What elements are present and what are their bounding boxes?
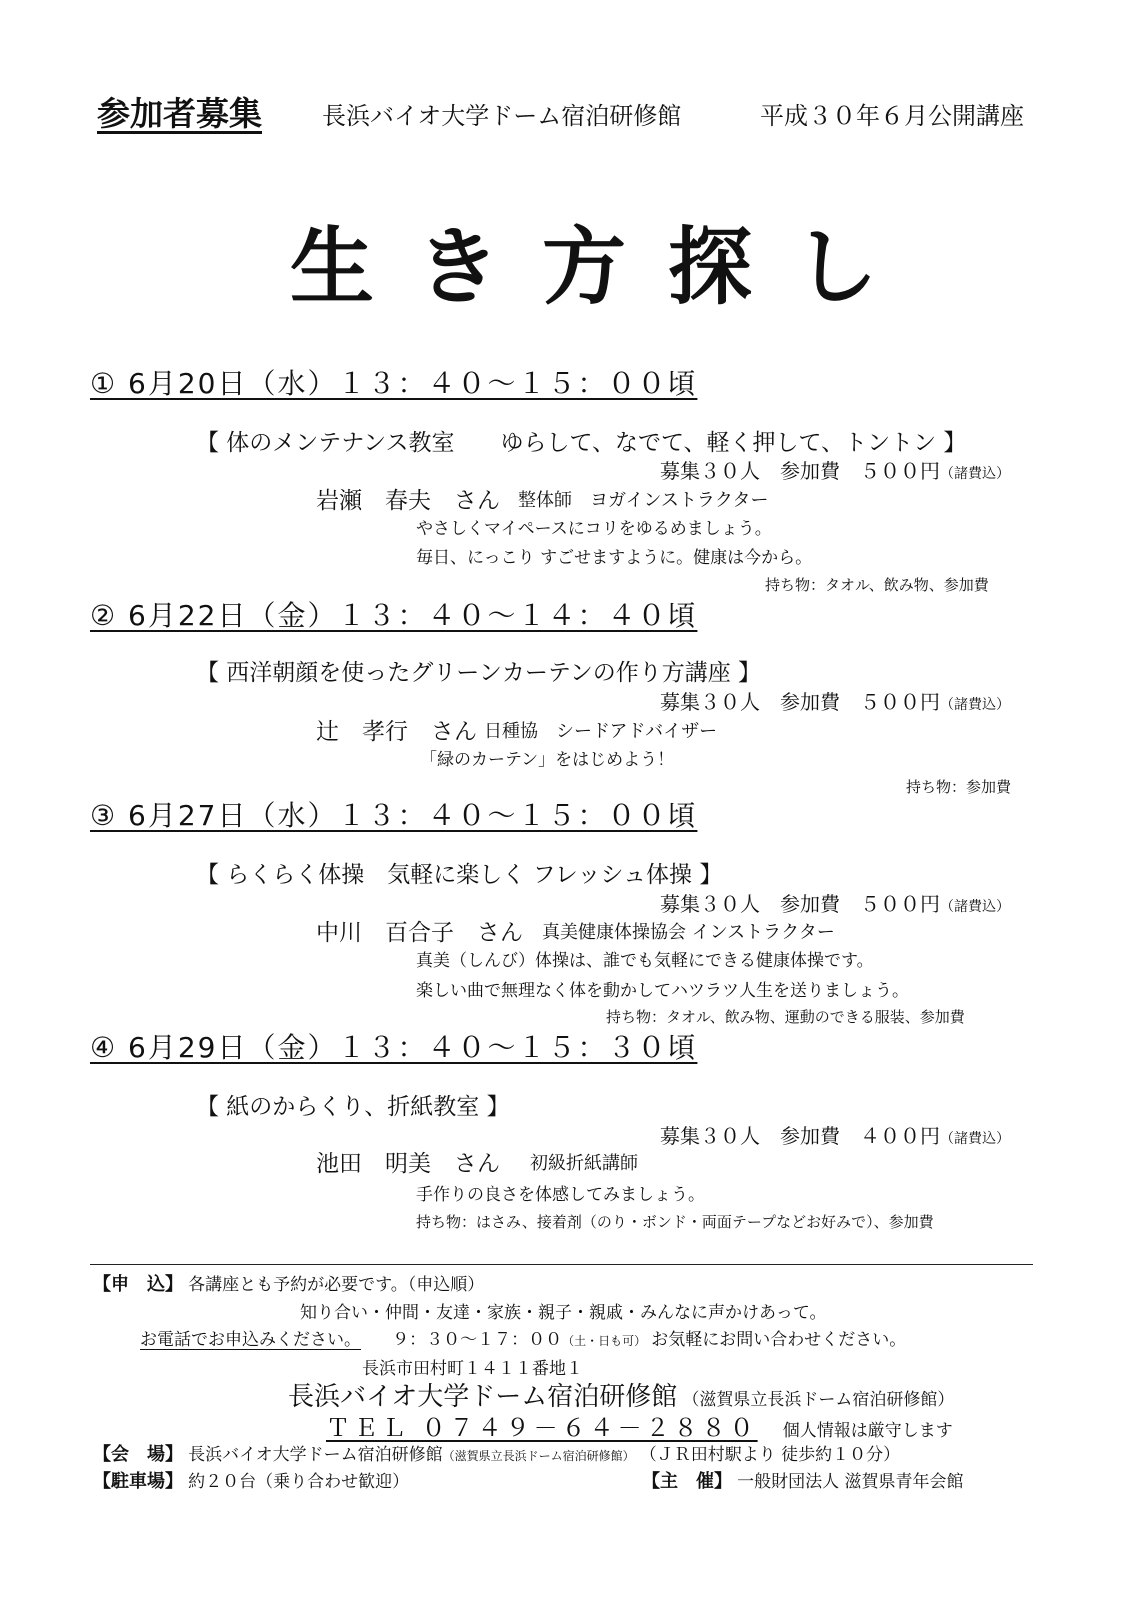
session-desc: 楽しい曲で無理なく体を動かしてハツラツ人生を送りましょう。: [416, 981, 909, 1001]
venue-name: 長浜バイオ大学ドーム宿泊研修館: [322, 102, 682, 130]
lecturer-title: 整体師 ヨガインストラクター: [518, 490, 769, 511]
session-date: ① 6月20日（水）１３：４０～１５：００頃: [90, 367, 698, 400]
org-alt: （滋賀県立長浜ドーム宿泊研修館）: [682, 1390, 955, 1410]
venue-access: （ＪＲ田村駅より 徒歩約１０分）: [639, 1445, 901, 1465]
host-text: 一般財団法人 滋賀県青年会館: [737, 1472, 964, 1492]
hours-note: （土・日も可）: [562, 1334, 647, 1348]
host-line: [642, 1467, 964, 1493]
session-fee: [660, 455, 1010, 484]
org-name: 長浜バイオ大学ドーム宿泊研修館: [288, 1382, 678, 1412]
session-course: 【 体のメンテナンス教室 ゆらして、なでて、軽く押して、トントン 】: [196, 430, 967, 456]
session-course: 【 西洋朝顔を使ったグリーンカーテンの作り方講座 】: [196, 660, 762, 686]
parking-label: 【駐車場】: [93, 1471, 183, 1492]
inquiry-text: お気軽にお問い合わせください。: [651, 1330, 907, 1350]
hours: ９：３０～１７：００: [392, 1330, 563, 1350]
season-label: 平成３０年６月公開講座: [760, 102, 1024, 130]
page-title: 生き方探し: [290, 218, 921, 316]
phone-prompt: お電話でお申込みください。: [140, 1330, 361, 1350]
fee-text: 募集３０人 参加費 ５００円: [660, 459, 940, 483]
session-items: 持ち物：はさみ、接着剤（のり・ボンド・両面テープなどお好みで）、参加費: [416, 1213, 934, 1231]
session-fee: [660, 686, 1010, 715]
lecturer-title: 日種協 シードアドバイザー: [484, 721, 718, 742]
session-fee: [660, 1120, 1010, 1149]
invite-text: 知り合い・仲間・友達・家族・親子・親戚・みんなに声かけあって。: [300, 1303, 827, 1323]
session-desc: 真美（しんび）体操は、誰でも気軽にできる健康体操です。: [416, 951, 874, 971]
apply-text: 各講座とも予約が必要です。（申込順）: [188, 1275, 485, 1295]
apply-label: 【申 込】: [93, 1274, 183, 1295]
parking-text: 約２０台（乗り合わせ歓迎）: [188, 1472, 410, 1492]
session-desc: 手作りの良さを体感してみましょう。: [416, 1185, 705, 1205]
fee-text: 募集３０人 参加費 ４００円: [660, 1124, 940, 1148]
lecturer-name: 中川 百合子 さん: [316, 920, 523, 946]
fee-note: （諸費込）: [940, 697, 1010, 713]
host-label: 【主 催】: [642, 1471, 732, 1492]
session-date: ② 6月22日（金）１３：４０～１４：４０頃: [90, 599, 698, 632]
lecturer-name: 岩瀬 春夫 さん: [316, 488, 500, 514]
fee-note: （諸費込）: [940, 1131, 1010, 1147]
session-course: 【 らくらく体操 気軽に楽しく フレッシュ体操 】: [196, 862, 723, 888]
session-course: 【 紙のからくり、折紙教室 】: [196, 1094, 510, 1120]
divider: [90, 1264, 1033, 1265]
venue-label: 【会 場】: [93, 1444, 183, 1465]
recruit-heading: 参加者募集: [97, 94, 262, 133]
session-desc: やさしくマイペースにコリをゆるめましょう。: [416, 519, 772, 539]
phone-line: [140, 1325, 906, 1350]
session-date: ④ 6月29日（金）１３：４０～１５：３０頃: [90, 1031, 698, 1064]
lecturer-name: 池田 明美 さん: [316, 1151, 500, 1177]
lecturer-title: 初級折紙講師: [530, 1153, 638, 1174]
tel-number[interactable]: ＴＥＬ ０７４９－６４－２８８０: [326, 1414, 758, 1442]
session-date: ③ 6月27日（水）１３：４０～１５：００頃: [90, 799, 698, 832]
tel-line: [326, 1408, 953, 1443]
session-fee: [660, 888, 1010, 917]
fee-text: 募集３０人 参加費 ５００円: [660, 690, 940, 714]
address: 長浜市田村町１４１１番地１: [362, 1359, 583, 1379]
privacy-note: 個人情報は厳守します: [782, 1421, 953, 1441]
fee-note: （諸費込）: [940, 466, 1010, 482]
fee-text: 募集３０人 参加費 ５００円: [660, 892, 940, 916]
session-desc: 「緑のカーテン」をはじめよう！: [420, 750, 675, 770]
session-items: 持ち物：タオル、飲み物、参加費: [765, 576, 989, 594]
session-desc: 毎日、にっこり すごせますように。健康は今から。: [416, 548, 813, 568]
parking-line: [93, 1467, 409, 1493]
fee-note: （諸費込）: [940, 899, 1010, 915]
venue-alt: （滋賀県立長浜ドーム宿泊研修館）: [442, 1449, 635, 1463]
lecturer-name: 辻 孝行 さん: [316, 719, 477, 745]
lecturer-title: 真美健康体操協会 インストラクター: [542, 922, 835, 943]
session-items: 持ち物：参加費: [906, 778, 1012, 796]
venue-line: [93, 1440, 900, 1466]
venue-text: 長浜バイオ大学ドーム宿泊研修館: [188, 1445, 443, 1465]
session-items: 持ち物：タオル、飲み物、運動のできる服装、参加費: [606, 1008, 965, 1026]
apply-line: [93, 1270, 484, 1296]
